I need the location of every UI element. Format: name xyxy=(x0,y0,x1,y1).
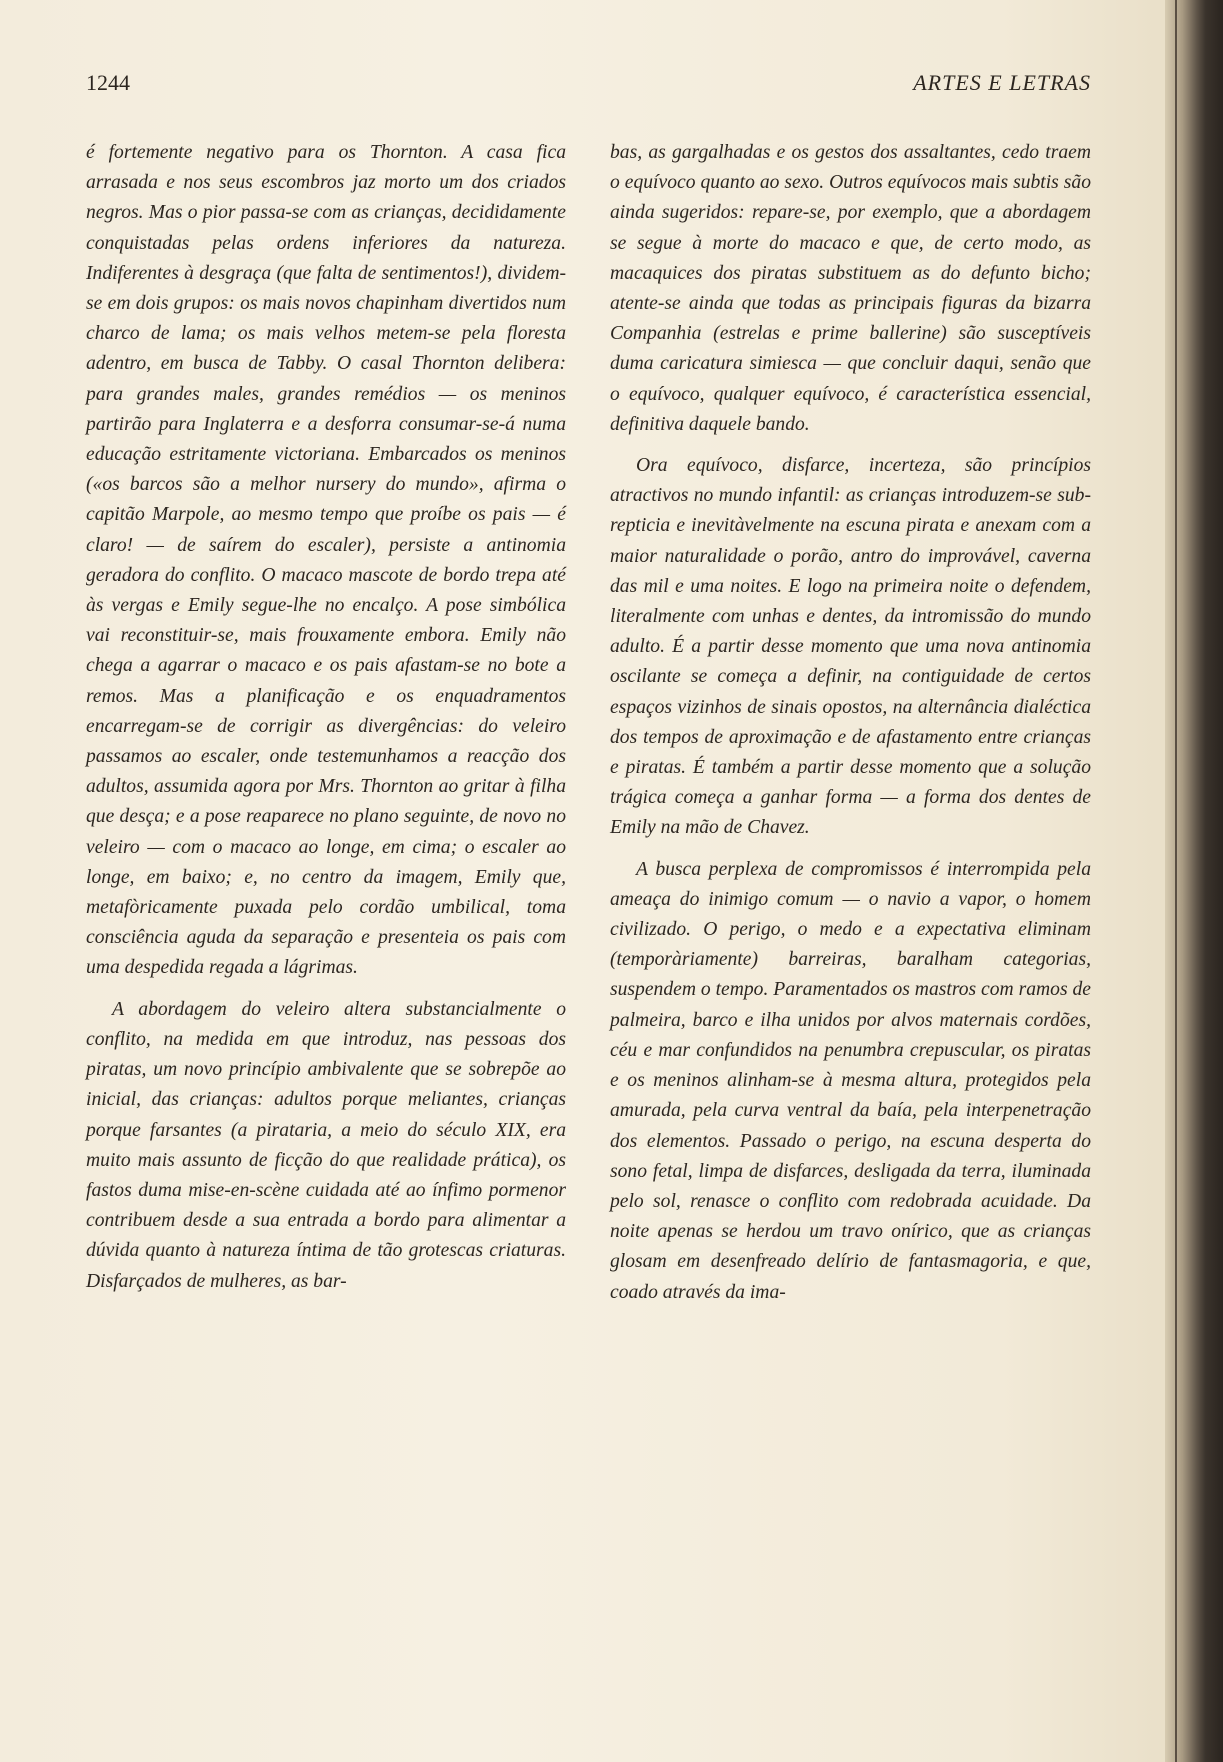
book-gutter-shadow xyxy=(1165,0,1223,1762)
paragraph: A busca perplexa de compromissos é interrompida pela ameaça do inimigo comum — o navio a vapor, o homem civilizado. O perigo, o medo e a expectativa eliminam (temporàriamente) barreiras, baralham categorias, suspendem o tempo. Paramentados os mastros com ramos de palmeira, barco e ilha unidos por alvos maternais cordões, céu e mar confundidos na penumbra crepuscular, os piratas e os meninos alinham-se à mesma altura, protegidos pela amurada, pela curva ventral da baía, pela interpenetração dos elementos. Passado o perigo, na escuna desperta do sono fetal, limpa de disfarces, desligada da terra, iluminada pelo sol, renasce o conflito com redobrada acuidade. Da noite apenas se herdou um travo onírico, que as crianças glosam em desenfreado delírio de fantasmagoria, e que, coado através da ima- xyxy=(610,858,1091,1303)
running-head: ARTES E LETRAS xyxy=(913,70,1091,95)
page-edge xyxy=(1175,0,1177,1762)
paragraph: bas, as gargalhadas e os gestos dos assaltantes, cedo traem o equívoco quanto ao sexo. Outros equívocos mais subtis são ainda sugeridos: repare-se, por exemplo, que a abordagem se segue à morte do macaco e que, de certo modo, as macaquices dos piratas substituem as do defunto bicho; atente-se ainda que todas as principais figuras da bizarra Companhia (estrelas e prime ballerine) são susceptíveis duma caricatura simiesca — que concluir daqui, senão que o equívoco, qualquer equívoco, é característica essencial, definitiva daquele bando. xyxy=(610,142,1091,435)
page-number: 1244 xyxy=(86,70,130,95)
right-column xyxy=(610,138,1091,1319)
paragraph: Ora equívoco, disfarce, incerteza, são princípios atractivos no mundo infantil: as crianças introduzem-se sub-repticia e inevitàvelmente na escuna pirata e anexam com a maior naturalidade o porão, antro do improvável, caverna das mil e uma noites. E logo na primeira noite o defendem, literalmente com unhas e dentes, da intromissão do mundo adulto. É a partir desse momento que uma nova antinomia oscilante se começa a definir, na contiguidade de certos espaços vizinhos de sinais opostos, na alternância dialéctica dos tempos de aproximação e de afastamento entre crianças e piratas. É também a partir desse momento que a solução trágica começa a ganhar forma — a forma dos dentes de Emily na mão de Chavez. xyxy=(610,455,1091,839)
left-column xyxy=(86,138,566,1308)
paragraph: é fortemente negativo para os Thornton. A casa fica arrasada e nos seus escombros jaz morto um dos criados negros. Mas o pior passa-se com as crianças, decididamente conquistadas pelas ordens inferiores da natureza. Indiferentes à desgraça (que falta de sentimentos!), dividem-se em dois grupos: os mais novos chapinham divertidos num charco de lama; os mais velhos metem-se pela floresta adentro, em busca de Tabby. O casal Thornton delibera: para grandes males, grandes remédios — os meninos partirão para Inglaterra e a desforra consumar-se-á numa educação estritamente victoriana. Embarcados os meninos («os barcos são a melhor nursery do mundo», afirma o capitão Marpole, ao mesmo tempo que proíbe os pais — é claro! — de saírem do escaler), persiste a antinomia geradora do conflito. O macaco mascote de bordo trepa até às vergas e Emily segue-lhe no encalço. A pose simbólica vai reconstituir-se, mais frouxamente embora. Emily não chega a agarrar o macaco e os pais afastam-se no bote a remos. Mas a planificação e os enquadramentos encarregam-se de corrigir as divergências: do veleiro passamos ao escaler, onde testemunhamos a reacção dos adultos, assumida agora por Mrs. Thornton ao gritar à filha que desça; e a pose reaparece no plano seguinte, de novo no veleiro — com o macaco ao longe, em cima; o escaler ao longe, em baixo; e, no centro da imagem, Emily que, metafòricamente puxada pelo cordão umbilical, toma consciência aguda da separação e presenteia os pais com uma despedida regada a lágrimas. xyxy=(86,142,566,979)
page-header xyxy=(86,70,1091,100)
paragraph: A abordagem do veleiro altera substancialmente o conflito, na medida em que introduz, nas pessoas dos piratas, um novo princípio ambivalente que se sobrepõe ao inicial, das crianças: adultos porque meliantes, crianças porque farsantes (a pirataria, a meio do século XIX, era muito mais assunto de ficção do que realidade prática), os fastos duma mise-en-scène cuidada até ao ínfimo pormenor contribuem desde a sua entrada a bordo para alimentar a dúvida quanto à natureza íntima de tão grotescas criaturas. Disfarçados de mulheres, as bar- xyxy=(86,998,566,1292)
